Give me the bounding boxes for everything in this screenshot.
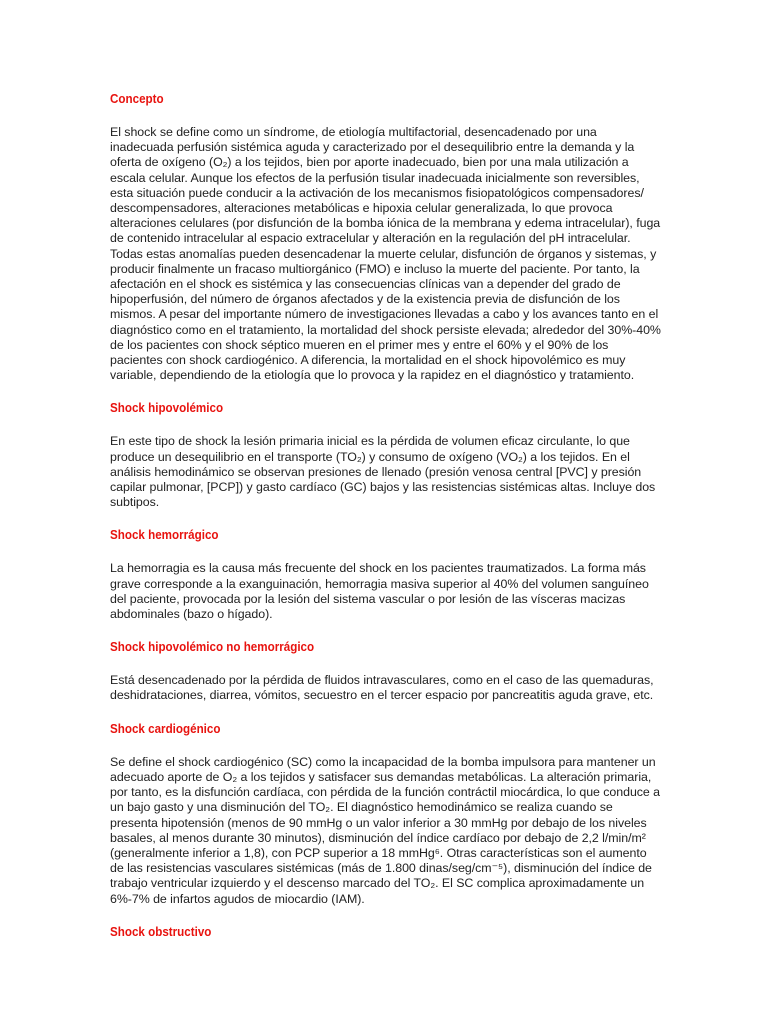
paragraph-shock-cardiogenico: Se define el shock cardiogénico (SC) como la incapacidad de la bomba impulsora para mantener un adecuado aporte de O₂ a los tejidos y satisfacer sus demandas metabólicas. La alteración primaria, por tanto, es la disfunción cardíaca, con pérdida de la función contráctil miocárdica, lo que conduce a un bajo gasto y una disminución del TO₂. El diagnóstico hemodinámico se realiza cuando se presenta hipotensión (menos de 90 mmHg o un valor inferior a 30 mmHg por debajo de los niveles basales, al menos durante 30 minutos), disminución del índice cardíaco por debajo de 2,2 l/min/m² (generalmente inferior a 1,8), con PCP superior a 18 mmHg⁶. Otras características son el aumento de las resistencias vasculares sistémicas (más de 1.800 dinas/seg/cm⁻⁵), disminución del índice de trabajo ventricular izquierdo y el descenso marcado del TO₂. El SC complica aproximadamente un 6%-7% de infartos agudos de miocardio (IAM).: [110, 754, 661, 906]
paragraph-shock-hipovolemico: En este tipo de shock la lesión primaria inicial es la pérdida de volumen eficaz circulante, lo que produce un desequilibrio en el transporte (TO₂) y consumo de oxígeno (VO₂) a los tejidos. En el análisis hemodinámico se observan presiones de llenado (presión venosa central [PVC] y presión capilar pulmonar, [PCP]) y gasto cardíaco (GC) bajos y las resistencias sistémicas altas. Incluye dos subtipos.: [110, 434, 656, 510]
section-heading-shock-obstructivo: Shock obstructivo: [110, 924, 212, 939]
paragraph-shock-hipovolemico-no-hemorragico: Está desencadenado por la pérdida de fluidos intravasculares, como en el caso de las quemaduras, deshidrataciones, diarrea, vómitos, secuestro en el tercer espacio por pancreatitis aguda grave, etc.: [110, 673, 654, 703]
section-heading-shock-cardiogenico: Shock cardiogénico: [110, 721, 221, 736]
section-heading-shock-hemorragico: Shock hemorrágico: [110, 528, 219, 543]
section-heading-shock-hipovolemico-no-hemorragico: Shock hipovolémico no hemorrágico: [110, 640, 315, 655]
paragraph-shock-hemorragico: La hemorragia es la causa más frecuente del shock en los pacientes traumatizados. La forma más grave corresponde a la exanguinación, hemorragia masiva superior al 40% del volumen sanguíneo del paciente, provocada por la lesión del sistema vascular o por lesión de las vísceras macizas abdominales (bazo o hígado).: [110, 561, 649, 622]
section-heading-shock-hipovolemico: Shock hipovolémico: [110, 401, 224, 416]
section-heading-concepto: Concepto: [110, 92, 164, 106]
paragraph-concepto: El shock se define como un síndrome, de etiología multifactorial, desencadenado por una inadecuada perfusión sistémica aguda y caracterizado por el desequilibrio entre la demanda y la oferta de oxígeno (O₂) a los tejidos, bien por aporte inadecuado, bien por una mala utilización a escala celular. Aunque los efectos de la perfusión tisular inadecuada inicialmente son reversibles, esta situación puede conducir a la activación de los mecanismos fisiopatológicos compensadores/ descompensadores, alteraciones metabólicas e hipoxia celular generalizada, lo que provoca alteraciones celulares (por disfunción de la bomba iónica de la membrana y edema intracelular), fuga de contenido intracelular al espacio extracelular y alteración en la regulación del pH intracelular. Todas estas anomalías pueden desencadenar la muerte celular, disfunción de órganos y sistemas, y producir finalmente un fracaso multiorgánico (FMO) e incluso la muerte del paciente. Por tanto, la afectación en el shock es sistémica y las consecuencias clínicas van a depender del grado de hipoperfusión, del número de órganos afectados y de la existencia previa de disfunción de los mismos. A pesar del importante número de investigaciones llevadas a cabo y los avances tanto en el diagnóstico como en el tratamiento, la mortalidad del shock persiste elevada; alrededor del 30%-40% de los pacientes con shock séptico mueren en el primer mes y entre el 60% y el 90% de los pacientes con shock cardiogénico. A diferencia, la mortalidad en el shock hipovolémico es muy variable, dependiendo de la etiología que lo provoca y la rapidez en el diagnóstico y tratamiento.: [110, 125, 661, 383]
document-body: [110, 92, 662, 940]
